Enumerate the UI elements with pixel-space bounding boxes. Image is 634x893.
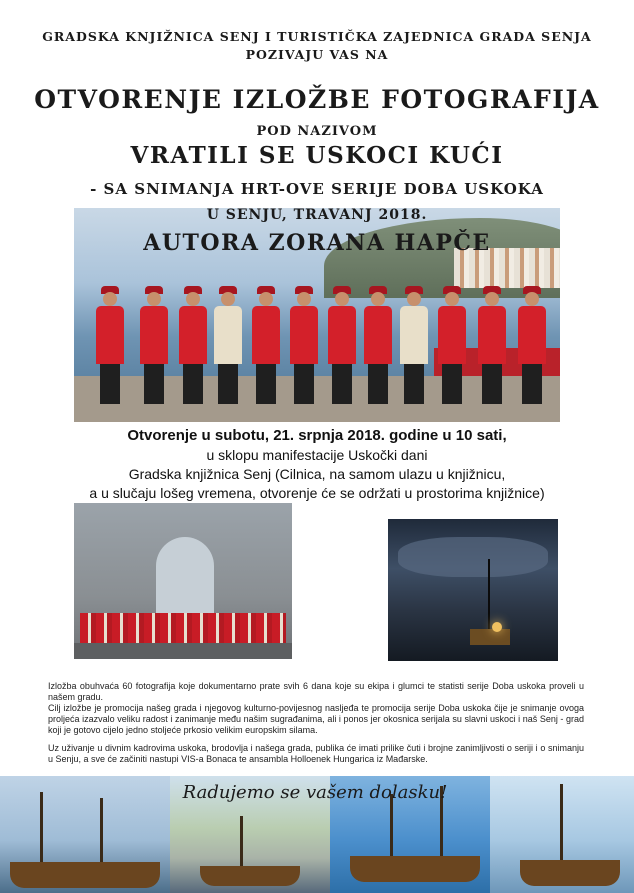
city-gate-photo	[74, 503, 292, 659]
ship-mast	[100, 798, 103, 866]
galleon-photo	[490, 776, 634, 893]
weather-note: a u slučaju lošeg vremena, otvorenje će se održati u prostorima knjižnice)	[89, 485, 545, 501]
ship-mast	[240, 816, 243, 866]
costumed-figure	[400, 292, 428, 404]
poster-title: OTVORENJE IZLOŽBE FOTOGRAFIJA	[34, 85, 600, 114]
ship-hull	[350, 856, 480, 882]
storm-cloud	[398, 537, 548, 577]
description-paragraph: Izložba obuhvaća 60 fotografija koje dokumentarno prate svih 6 dana koje su ekipa i glumci te statisti serije Doba uskoka proveli u našem gradu.	[48, 681, 584, 702]
series-note: - SA SNIMANJA HRT-OVE SERIJE DOBA USKOKA	[90, 180, 544, 198]
event-context: u sklopu manifestacije Uskočki dani	[206, 447, 428, 463]
invitation-line: POZIVAJU VAS NA	[245, 47, 389, 62]
costumed-figure	[290, 292, 318, 404]
exhibition-name: VRATILI SE USKOCI KUĆI	[130, 142, 504, 169]
street-ground	[74, 643, 292, 659]
ship-mast	[488, 559, 490, 639]
ship-hull	[520, 860, 620, 886]
night-ship-photo	[388, 519, 558, 661]
place-date: U SENJU, TRAVANJ 2018.	[206, 207, 428, 223]
costumed-crowd	[80, 613, 286, 643]
description-paragraph: Uz uživanje u divnim kadrovima uskoka, brodovlja i našega grada, publika će imati prilike čuti i brojne zanimljivosti o seriji i o snimanju u Senju, a sve će začiniti nastupi VIS-a Bonaca te ansambla Holloenek Hungarica iz Mađarske.	[48, 743, 584, 764]
costumed-figure	[438, 292, 466, 404]
ship-hull	[200, 866, 300, 886]
costumed-figure	[364, 292, 392, 404]
costumed-figure	[214, 292, 242, 404]
lantern-light	[492, 622, 502, 632]
galleons-photo	[0, 776, 170, 893]
ship-mast	[390, 794, 393, 858]
costumed-figure	[518, 292, 546, 404]
ship-mast	[560, 784, 563, 864]
costumed-figure	[478, 292, 506, 404]
welcome-slogan: Radujemo se vašem dolasku!	[182, 782, 448, 803]
costumed-figure	[179, 292, 207, 404]
opening-date: Otvorenje u subotu, 21. srpnja 2018. godine u 10 sati,	[127, 427, 507, 444]
organizers-line: GRADSKA KNJIŽNICA SENJ I TURISTIČKA ZAJEDNICA GRADA SENJA	[42, 29, 592, 44]
ship-hull	[470, 629, 510, 645]
subtitle-intro: POD NAZIVOM	[256, 124, 378, 139]
costumed-figure	[252, 292, 280, 404]
event-location: Gradska knjižnica Senj (Cilnica, na samom ulazu u knjižnicu,	[128, 466, 506, 482]
description-paragraph: Cilj izložbe je promocija našeg grada i njegovog kulturno-povijesnog nasljeđa te promocija serije Doba uskoka čije je snimanje ovoga proljeća izazvalo veliku radost i zanimanje među našim sugrađanima, ali i ponos jer okosnica serijala su slavni uskoci i naš Senj - grad koji je gotovo cijelo jedno stoljeće prkosio velikim europskim silama.	[48, 703, 584, 735]
costumed-figure	[140, 292, 168, 404]
author-line: AUTORA ZORANA HAPČE	[143, 230, 491, 256]
ship-hull	[10, 862, 160, 888]
ship-mast	[40, 792, 43, 866]
costumed-figure	[328, 292, 356, 404]
costumed-figure	[96, 292, 124, 404]
